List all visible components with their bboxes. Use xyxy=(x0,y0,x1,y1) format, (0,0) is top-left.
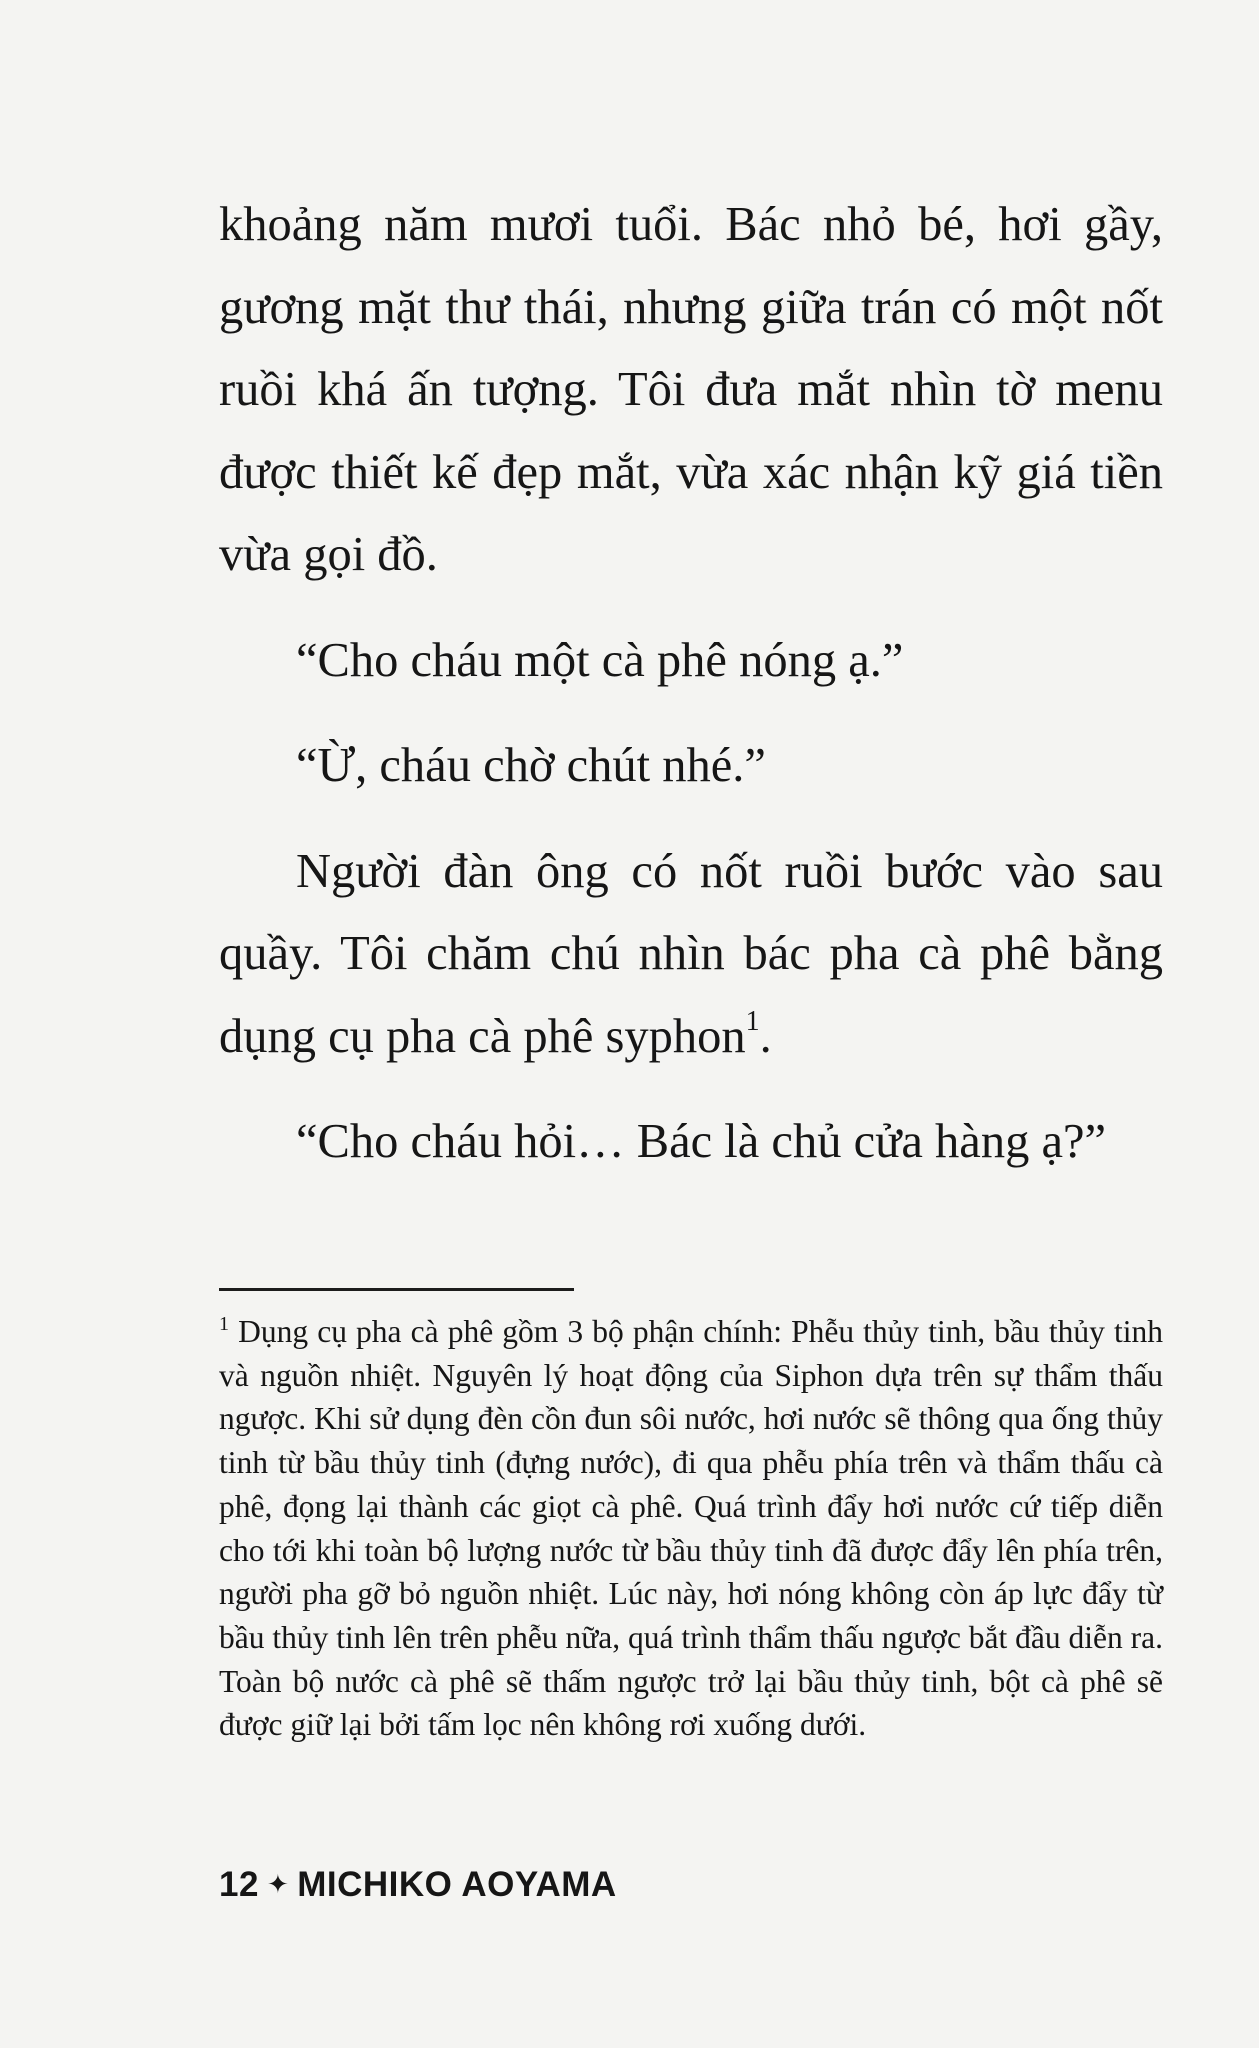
paragraph-2: “Cho cháu một cà phê nóng ạ.” xyxy=(296,633,904,687)
footnote-reference[interactable]: 1 xyxy=(745,1005,760,1037)
paragraph-3: “Ừ, cháu chờ chút nhé.” xyxy=(296,739,766,792)
paragraph-5: “Cho cháu hỏi… Bác là chủ cửa hàng ạ?” xyxy=(296,1115,1107,1168)
paragraph-1: khoảng năm mươi tuổi. Bác nhỏ bé, hơi gầy, gương mặt thư thái, nhưng giữa trán có một nốt ruồi khá ấn tượng. Tôi đưa mắt nhìn tờ menu được thiết kế đẹp mắt, vừa xác nhận kỹ giá tiền vừa gọi đồ. xyxy=(219,198,1163,581)
page-number: 12 xyxy=(219,1865,259,1904)
paragraph-4-text: Người đàn ông có nốt ruồi bước vào sau quầy. Tôi chăm chú nhìn bác pha cà phê bằng dụng cụ pha cà phê syphon xyxy=(219,844,1163,1063)
footnote-marker: 1 xyxy=(219,1313,229,1335)
footnote-divider xyxy=(219,1288,574,1291)
paragraph-4-end: . xyxy=(759,1009,772,1063)
page-footer xyxy=(219,1864,617,1905)
paragraph-4 xyxy=(219,831,1163,1079)
author-name: MICHIKO AOYAMA xyxy=(297,1865,617,1904)
footnote-text: Dụng cụ pha cà phê gồm 3 bộ phận chính: Phễu thủy tinh, bầu thủy tinh và nguồn nhiệt. Nguyên lý hoạt động của Siphon dựa trên sự thẩm thấu ngược. Khi sử dụng đèn cồn đun sôi nước, hơi nước sẽ thông qua ống thủy tinh từ bầu thủy tinh (đựng nước), đi qua phễu phía trên và thẩm thấu cà phê, đọng lại thành các giọt cà phê. Quá trình đẩy hơi nước cứ tiếp diễn cho tới khi toàn bộ lượng nước từ bầu thủy tinh đã được đẩy lên phía trên, người pha gỡ bỏ nguồn nhiệt. Lúc này, hơi nóng không còn áp lực đẩy từ bầu thủy tinh lên trên phễu nữa, quá trình thẩm thấu ngược bắt đầu diễn ra. Toàn bộ nước cà phê sẽ thấm ngược trở lại bầu thủy tinh, bột cà phê sẽ được giữ lại bởi tấm lọc nên không rơi xuống dưới. xyxy=(219,1314,1163,1743)
main-text xyxy=(219,184,1163,1184)
separator-star-icon: ✦ xyxy=(266,1869,290,1899)
footnote xyxy=(219,1310,1163,1747)
